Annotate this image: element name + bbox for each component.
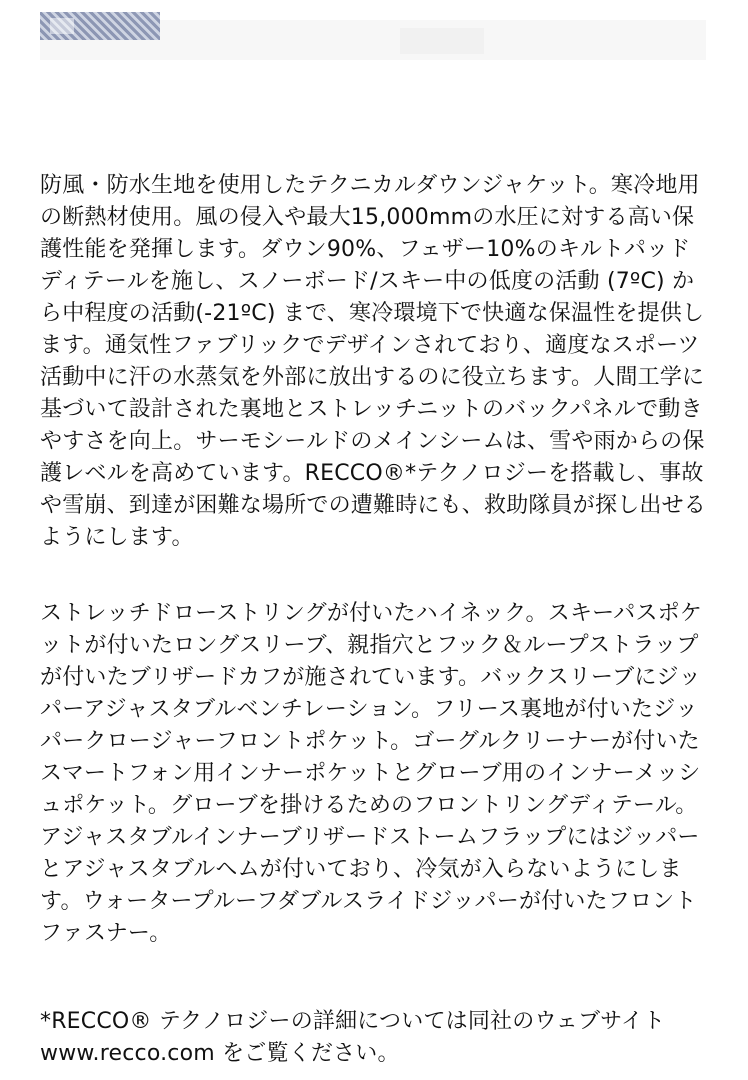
- product-thumbnail[interactable]: [40, 12, 160, 40]
- description-paragraph-2: ストレッチドローストリングが付いたハイネック。スキーパスポケットが付いたロングスリーブ、親指穴とフック＆ループストラップが付いたブリザードカフが施されています。バックスリーブにジッパーアジャスタブルベンチレーション。フリース裏地が付いたジッパークロージャーフロントポケット。ゴーグルクリーナーが付いたスマートフォン用インナーポケットとグローブ用のインナーメッシュポケット。グローブを掛けるためのフロントリングディテール。アジャスタブルインナーブリザードストームフラップにはジッパーとアジャスタブルヘムが付いており、冷気が入らないようにします。ウォータープルーフダブルスライドジッパーが付いたフロントファスナー。: [40, 601, 703, 946]
- faint-header-block: [400, 28, 484, 54]
- description-content: [40, 170, 708, 1070]
- thumbnail-highlight: [50, 18, 74, 34]
- recco-note: *RECCO® テクノロジーの詳細については同社のウェブサイト www.recco.com をご覧ください。: [40, 1009, 666, 1066]
- description-paragraph-1: 防風・防水生地を使用したテクニカルダウンジャケット。寒冷地用の断熱材使用。風の侵入や最大15,000mmの水圧に対する高い保護性能を発揮します。ダウン90%、フェザー10%のキルトパッドディテールを施し、スノーボード/スキー中の低度の活動 (7ºC) から中程度の活動(-21ºC) まで、寒冷環境下で快適な保温性を提供します。通気性ファブリックでデザインされており、適度なスポーツ活動中に汗の水蒸気を外部に放出するのに役立ちます。人間工学に基づいて設計された裏地とストレッチニットのバックパネルで動きやすさを向上。サーモシールドのメインシームは、雪や雨からの保護レベルを高めています。RECCO®*テクノロジーを搭載し、事故や雪崩、到達が困難な場所での遭難時にも、救助隊員が探し出せるようにします。: [40, 173, 707, 550]
